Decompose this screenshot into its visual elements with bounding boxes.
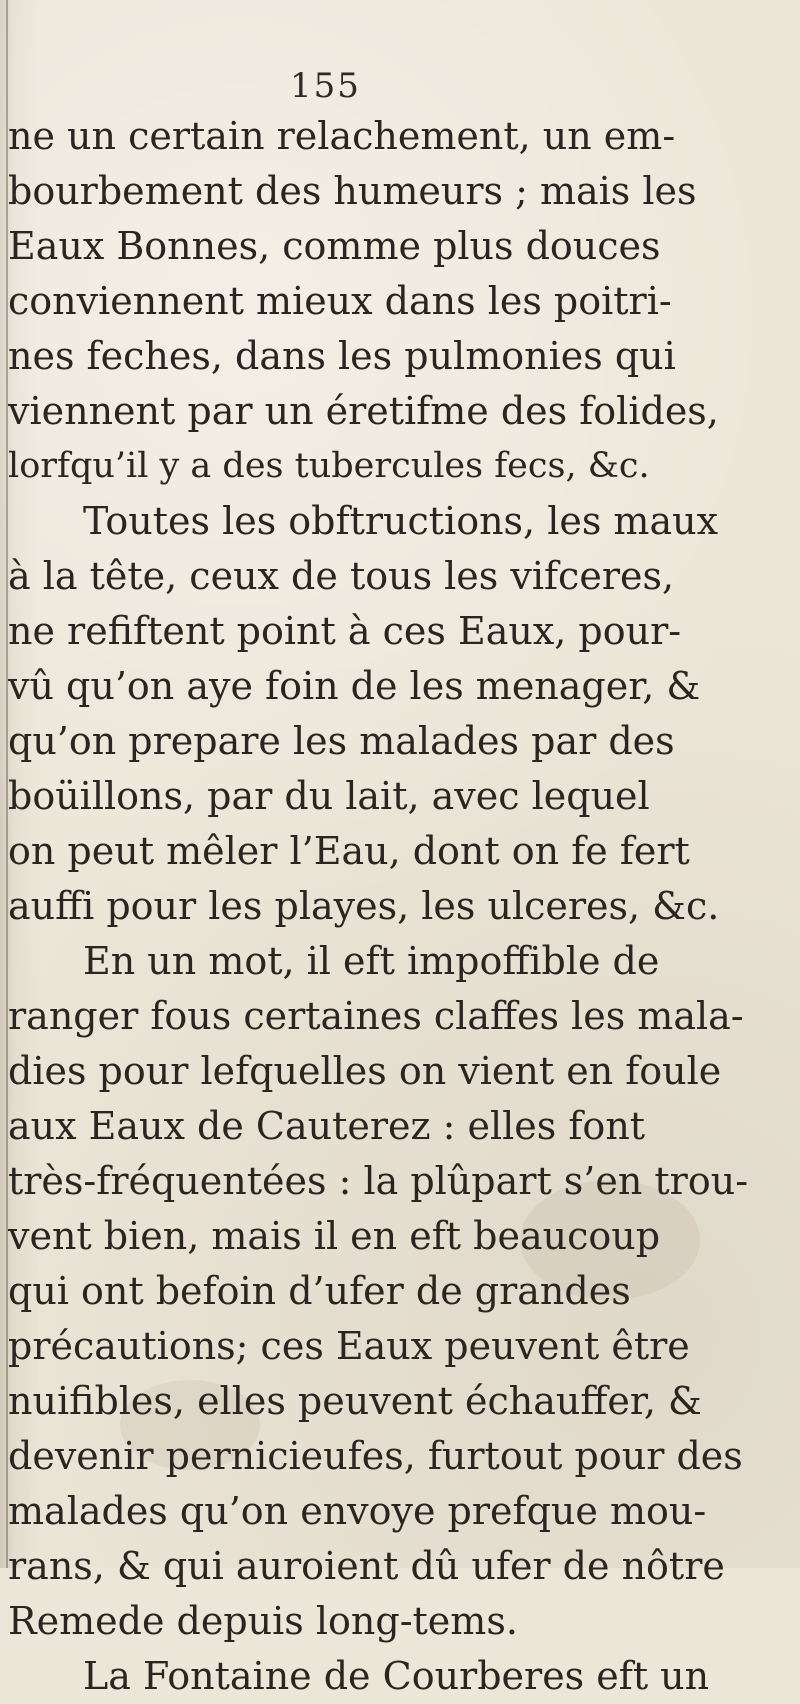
paragraph-start-line: En un mot, il eft impoffible de bbox=[83, 939, 660, 983]
text-line: qu’on prepare les malades par des bbox=[8, 719, 675, 763]
text-line: aux Eaux de Cauterez : elles font bbox=[8, 1104, 646, 1148]
text-line: devenir pernicieufes, furtout pour des bbox=[8, 1434, 743, 1478]
text-line: viennent par un éretifme des folides, bbox=[8, 389, 719, 433]
text-line: auffi pour les playes, les ulceres, &c. bbox=[8, 884, 720, 928]
text-line: rans, & qui auroient dû ufer de nôtre bbox=[8, 1544, 725, 1588]
page-number: 155 bbox=[290, 66, 361, 106]
text-line: ne un certain relachement, un em- bbox=[8, 114, 676, 158]
text-line: Remede depuis long-tems. bbox=[8, 1599, 518, 1643]
text-line: qui ont befoin d’ufer de grandes bbox=[8, 1269, 631, 1313]
text-line: ne refiftent point à ces Eaux, pour- bbox=[8, 609, 682, 653]
paragraph-start-line: La Fontaine de Courberes eft un bbox=[83, 1654, 710, 1698]
body-text bbox=[8, 109, 788, 1704]
text-line: très-fréquentées : la plûpart s’en trou- bbox=[8, 1159, 749, 1203]
text-line: vû qu’on aye foin de les menager, & bbox=[8, 664, 701, 708]
text-line: ranger fous certaines claffes les mala- bbox=[8, 994, 744, 1038]
text-line: malades qu’on envoye prefque mou- bbox=[8, 1489, 707, 1533]
text-line: nuifibles, elles peuvent échauffer, & bbox=[8, 1379, 702, 1423]
text-line: bourbement des humeurs ; mais les bbox=[8, 169, 697, 213]
text-line: dies pour lefquelles on vient en foule bbox=[8, 1049, 722, 1093]
text-line: précautions; ces Eaux peuvent être bbox=[8, 1324, 690, 1368]
paragraph-start-line: Toutes les obftructions, les maux bbox=[83, 499, 719, 543]
text-line: conviennent mieux dans les poitri- bbox=[8, 279, 672, 323]
text-line: lorfqu’il y a des tubercules fecs, &c. bbox=[8, 446, 650, 486]
text-line: à la tête, ceux de tous les vifceres, bbox=[8, 554, 675, 598]
text-line: boüillons, par du lait, avec lequel bbox=[8, 774, 650, 818]
text-line: on peut mêler l’Eau, dont on fe fert bbox=[8, 829, 690, 873]
text-line: Eaux Bonnes, comme plus douces bbox=[8, 224, 661, 268]
text-line: vent bien, mais il en eft beaucoup bbox=[8, 1214, 661, 1258]
text-line: nes feches, dans les pulmonies qui bbox=[8, 334, 676, 378]
